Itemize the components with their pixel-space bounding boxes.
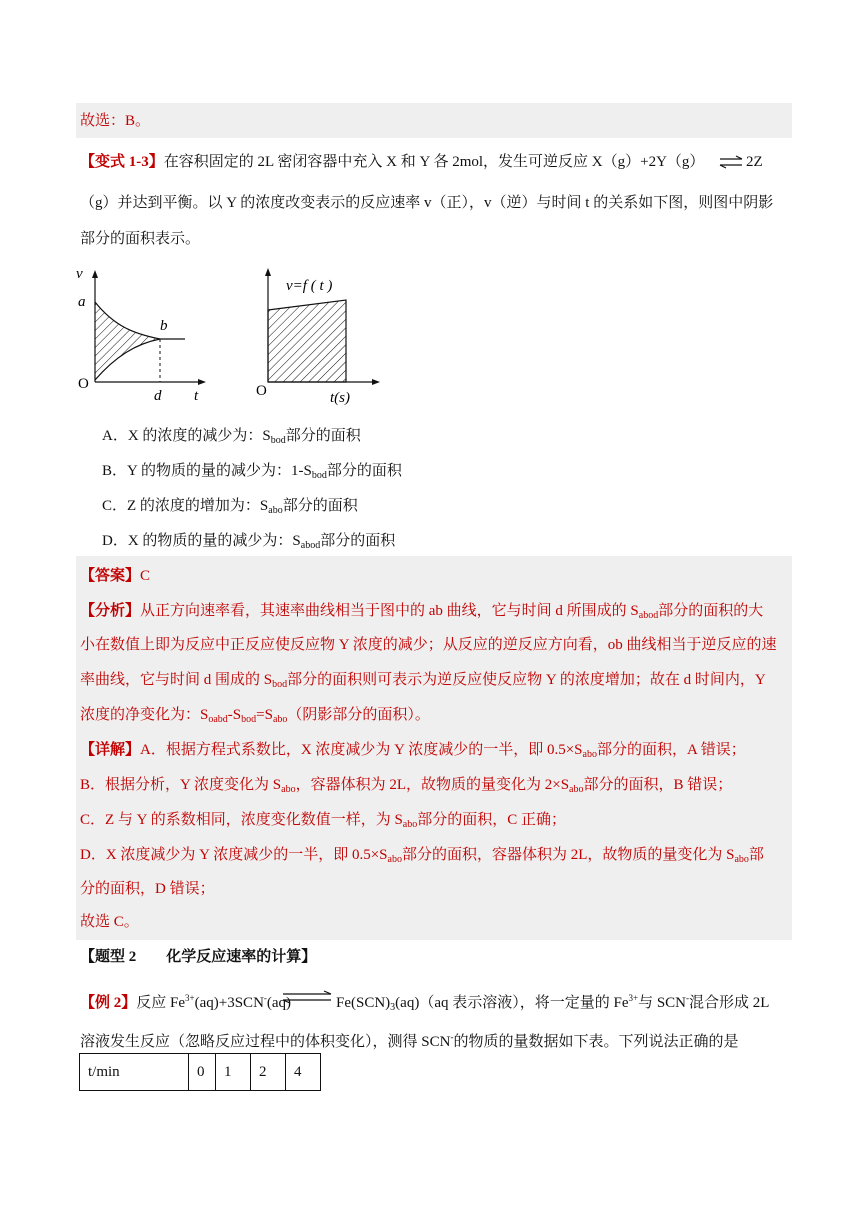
- variant-text-3: 部分的面积表示。: [80, 231, 201, 247]
- fig1-b-label: b: [160, 318, 168, 334]
- example-text-2a: 溶液发生反应（忽略反应过程中的体积变化），测得 SCN: [80, 1034, 451, 1050]
- equilibrium-arrow-icon: [719, 155, 743, 169]
- detail-line-1: [80, 740, 746, 765]
- fe-charge-2: 3+: [628, 993, 639, 1003]
- scn-charge: -: [263, 993, 267, 1003]
- option-a-post: 部分的面积: [285, 428, 361, 444]
- analysis-line-2: 小在数值上即为反应中正反应使反应物 Y 浓度的减少；从反应的逆反应方向看，ob 曲线相当于逆反应的速: [80, 637, 777, 653]
- example-text-1f: 与 SCN: [638, 995, 686, 1011]
- scn-charge-2: -: [686, 993, 689, 1003]
- detail-text-3a: C．Z 与 Y 的系数相同，浓度变化数值一样，为 S: [80, 812, 403, 828]
- answer-label: 【答案】: [80, 568, 141, 584]
- detail-line-4: [80, 845, 764, 870]
- detail-text-4b: 部分的面积，容器体积为 2L，故物质的量变化为 S: [401, 847, 735, 863]
- figure-rate-function: [250, 262, 390, 408]
- example-text-1g: 混合形成 2L: [689, 995, 770, 1011]
- variant-text-1-end: 2Z: [746, 154, 763, 170]
- detail-line-6: 故选 C。: [80, 914, 139, 930]
- analysis-line-4: [80, 705, 430, 730]
- variant-line-1: [80, 152, 704, 172]
- example-label: 【例 2】: [80, 995, 137, 1011]
- fig1-d-label: d: [154, 388, 162, 404]
- example-line-1-rest: [336, 988, 769, 1018]
- analysis-text-4b: -S: [227, 707, 242, 723]
- fig2-t-label: t(s): [330, 390, 350, 406]
- option-a: [102, 426, 361, 451]
- fe-charge: 3+: [185, 993, 195, 1003]
- fig2-function-label: v=f ( t ): [286, 278, 333, 294]
- example-text-2b: 的物质的量数据如下表。下列说法正确的是: [453, 1034, 739, 1050]
- example-line-2: [80, 1027, 738, 1052]
- fig2-origin-label: O: [256, 383, 267, 399]
- option-b-post: 部分的面积: [326, 463, 402, 479]
- option-d: [102, 531, 395, 556]
- analysis-text-4a: 浓度的净变化为：S: [80, 707, 209, 723]
- analysis-text-1b: 部分的面积的大: [658, 603, 764, 619]
- detail-text-2c: 部分的面积，B 错误；: [583, 777, 733, 793]
- type2-title: 化学反应速率的计算】: [166, 949, 317, 965]
- fig1-a-label: a: [78, 294, 86, 310]
- option-c-sub: abo: [268, 505, 283, 516]
- table-cell: t/min: [80, 1054, 189, 1091]
- detail-line-5: 分的面积，D 错误；: [80, 881, 215, 897]
- detail-text-1a: A．根据方程式系数比，X 浓度减少为 Y 浓度减少的一半，即 0.5×S: [140, 742, 583, 758]
- detail-label: 【详解】: [80, 742, 141, 758]
- variant-text-2: （g）并达到平衡。以 Y 的浓度改变表示的反应速率 v（正），v（逆）与时间 t 的关系如下图，则图中阴影: [80, 195, 774, 211]
- detail-text-2a: B．根据分析，Y 浓度变化为 S: [80, 777, 282, 793]
- equilibrium-arrow-icon-2: [282, 990, 332, 1004]
- fig1-origin-label: O: [78, 376, 89, 392]
- example-text-1c: (aq): [266, 995, 292, 1011]
- analysis-text-3b: 部分的面积则可表示为逆反应使反应物 Y 的浓度增加；故在 d 时间内，Y: [287, 672, 766, 688]
- analysis-sub-4a: oabd: [208, 714, 228, 725]
- fig1-t-label: t: [194, 388, 199, 404]
- table-cell: 1: [216, 1054, 251, 1091]
- fig1-v-label: v: [76, 266, 83, 282]
- detail-text-4a: D．X 浓度减少为 Y 浓度减少的一半，即 0.5×S: [80, 847, 388, 863]
- table-cell: 0: [189, 1054, 216, 1091]
- table-cell: 4: [286, 1054, 321, 1091]
- answer-shade-top: [76, 103, 792, 138]
- detail-sub-4a: abo: [387, 854, 402, 865]
- detail-sub-1: abo: [582, 749, 597, 760]
- example-text-1d: Fe(SCN): [336, 995, 391, 1011]
- option-d-text: D．X 的物质的量的减少为：S: [102, 533, 301, 549]
- option-a-text: A．X 的浓度的减少为：S: [102, 428, 271, 444]
- analysis-sub-1: abod: [638, 610, 659, 621]
- previous-answer: 故选：B。: [80, 113, 151, 129]
- example-line-1: [80, 988, 291, 1013]
- data-table: [79, 1053, 321, 1091]
- detail-text-4c: 部: [748, 847, 764, 863]
- figure-rate-curves: [70, 262, 220, 404]
- analysis-text-4d: （阴影部分的面积）。: [287, 707, 430, 723]
- analysis-label: 【分析】: [80, 603, 141, 619]
- option-b-sub: bod: [311, 470, 327, 481]
- option-d-sub: abod: [300, 540, 321, 551]
- table-cell: 2: [251, 1054, 286, 1091]
- detail-line-3: [80, 810, 566, 835]
- option-c-text: C．Z 的浓度的增加为：S: [102, 498, 269, 514]
- analysis-text-3a: 率曲线，它与时间 d 围成的 S: [80, 672, 273, 688]
- variant-text-1: 在容积固定的 2L 密闭容器中充入 X 和 Y 各 2mol，发生可逆反应 X（g）+2Y（g）: [163, 154, 705, 170]
- option-c: [102, 496, 358, 521]
- detail-line-2: [80, 775, 732, 800]
- scn-charge-3: -: [450, 1032, 454, 1042]
- option-a-sub: bod: [270, 435, 286, 446]
- detail-sub-2a: abo: [281, 784, 296, 795]
- type2-heading: [80, 947, 316, 967]
- scn-sub-3: 3: [390, 1002, 396, 1013]
- analysis-line-3: [80, 670, 766, 695]
- analysis-sub-4c: abo: [272, 714, 288, 725]
- table-row: [80, 1054, 321, 1091]
- detail-text-2b: ，容器体积为 2L，故物质的量变化为 2×S: [295, 777, 570, 793]
- detail-sub-3: abo: [402, 819, 418, 830]
- detail-text-3b: 部分的面积，C 正确；: [417, 812, 567, 828]
- analysis-sub-4b: bod: [241, 714, 257, 725]
- detail-sub-2b: abo: [569, 784, 584, 795]
- option-b-text: B．Y 的物质的量的减少为：1-S: [102, 463, 312, 479]
- answer-line: [80, 566, 150, 586]
- analysis-text-1a: 从正方向速率看，其速率曲线相当于图中的 ab 曲线，它与时间 d 所围成的 S: [140, 603, 639, 619]
- example-text-1b: (aq)+3SCN: [194, 995, 264, 1011]
- option-c-post: 部分的面积: [282, 498, 358, 514]
- detail-text-1b: 部分的面积，A 错误；: [596, 742, 746, 758]
- analysis-sub-3: bod: [272, 679, 288, 690]
- variant-label: 【变式 1-3】: [80, 154, 164, 170]
- analysis-text-4c: =S: [256, 707, 273, 723]
- example-text-1e: (aq)（aq 表示溶液），将一定量的 Fe: [395, 995, 629, 1011]
- option-b: [102, 461, 402, 486]
- detail-sub-4b: abo: [734, 854, 749, 865]
- option-d-post: 部分的面积: [320, 533, 396, 549]
- analysis-line-1: [80, 601, 763, 626]
- example-text-1a: 反应 Fe: [136, 995, 186, 1011]
- answer-value: C: [140, 568, 151, 584]
- type2-label: 【题型 2: [80, 949, 137, 965]
